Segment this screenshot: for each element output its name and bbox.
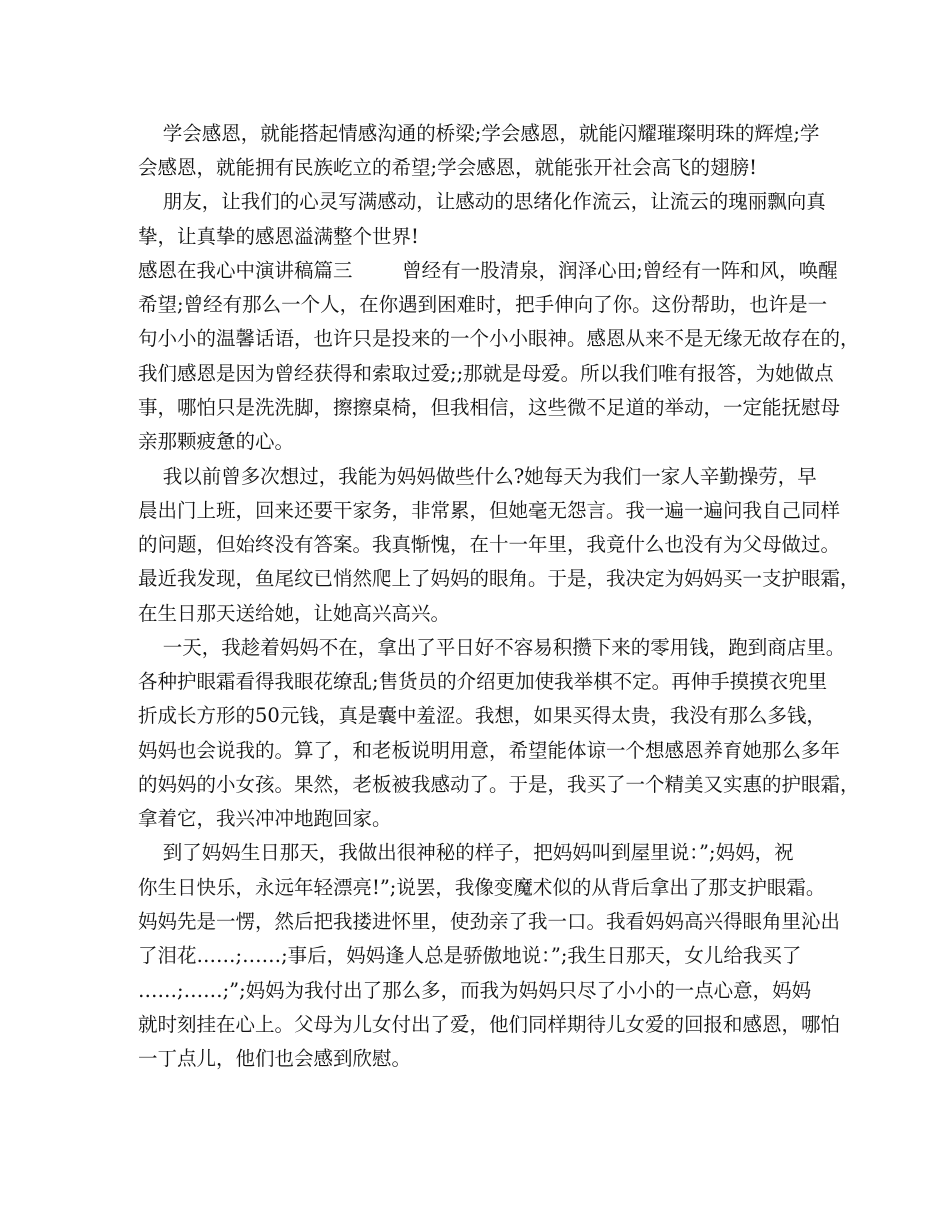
- text-line: 晨出门上班，回来还要干家务，非常累，但她毫无怨言。我一遍一遍问我自己同样: [138, 499, 841, 522]
- text-line: 朋友，让我们的心灵写满感动，让感动的思绪化作流云，让流云的瑰丽飘向真: [138, 190, 826, 213]
- text-line: 一丁点儿，他们也会感到欣慰。: [138, 1047, 412, 1070]
- text-line: 的问题，但始终没有答案。我真惭愧，在十一年里，我竟什么也没有为父母做过。: [138, 533, 841, 556]
- text-line: 一天，我趁着妈妈不在，拿出了平日好不容易积攒下来的零用钱，跑到商店里。: [138, 636, 846, 659]
- text-line: 亲那颗疲惫的心。: [138, 430, 295, 453]
- text-line: 在生日那天送给她，让她高兴高兴。: [138, 602, 451, 625]
- text-line: 我以前曾多次想过，我能为妈妈做些什么?她每天为我们一家人辛勤操劳，早: [138, 465, 817, 488]
- text-line: 事，哪怕只是洗洗脚，擦擦桌椅，但我相信，这些微不足道的举动，一定能抚慰母: [138, 396, 841, 419]
- text-line: 希望;曾经有那么一个人，在你遇到困难时，把手伸向了你。这份帮助，也许是一: [138, 293, 828, 316]
- text-line: 挚，让真挚的感恩溢满整个世界!: [138, 225, 419, 248]
- text-line: 各种护眼霜看得我眼花缭乱;售货员的介绍更加使我举棋不定。再伸手摸摸衣兜里: [138, 670, 828, 693]
- text-line: 会感恩，就能拥有民族屹立的希望;学会感恩，就能张开社会高飞的翅膀!: [138, 156, 757, 179]
- text-line: 我们感恩是因为曾经获得和索取过爱;;那就是母爱。所以我们唯有报答，为她做点: [138, 362, 834, 385]
- text-line: 拿着它，我兴冲冲地跑回家。: [138, 807, 392, 830]
- text-line: 妈妈也会说我的。算了，和老板说明用意，希望能体谅一个想感恩养育她那么多年: [138, 739, 841, 762]
- text-line: 感恩在我心中演讲稿篇三 曾经有一股清泉，润泽心田;曾经有一阵和风，唤醒: [138, 259, 838, 282]
- text-line: 学会感恩，就能搭起情感沟通的桥梁;学会感恩，就能闪耀璀璨明珠的辉煌;学: [138, 122, 820, 145]
- text-line: 就时刻挂在心上。父母为儿女付出了爱，他们同样期待儿女爱的回报和感恩，哪怕: [138, 1013, 841, 1036]
- text-line: ……;……;”;妈妈为我付出了那么多，而我为妈妈只尽了小小的一点心意，妈妈: [138, 979, 812, 1002]
- text-line: 折成长方形的50元钱，真是囊中羞涩。我想，如果买得太贵，我没有那么多钱，: [138, 704, 826, 727]
- text-line: 的妈妈的小女孩。果然，老板被我感动了。于是，我买了一个精美又实惠的护眼霜，: [138, 773, 860, 796]
- text-line: 最近我发现，鱼尾纹已悄然爬上了妈妈的眼角。于是，我决定为妈妈买一支护眼霜，: [138, 567, 860, 590]
- text-line: 妈妈先是一愣，然后把我搂进怀里，使劲亲了我一口。我看妈妈高兴得眼角里沁出: [138, 910, 841, 933]
- text-line: 句小小的温馨话语，也许只是投来的一个小小眼神。感恩从来不是无缘无故存在的，: [138, 327, 860, 350]
- text-line: 你生日快乐，永远年轻漂亮!”;说罢，我像变魔术似的从背后拿出了那支护眼霜。: [138, 876, 826, 899]
- text-line: 了泪花……;……;事后，妈妈逢人总是骄傲地说：”;我生日那天，女儿给我买了: [138, 944, 802, 967]
- text-line: 到了妈妈生日那天，我做出很神秘的样子，把妈妈叫到屋里说：”;妈妈，祝: [138, 841, 794, 864]
